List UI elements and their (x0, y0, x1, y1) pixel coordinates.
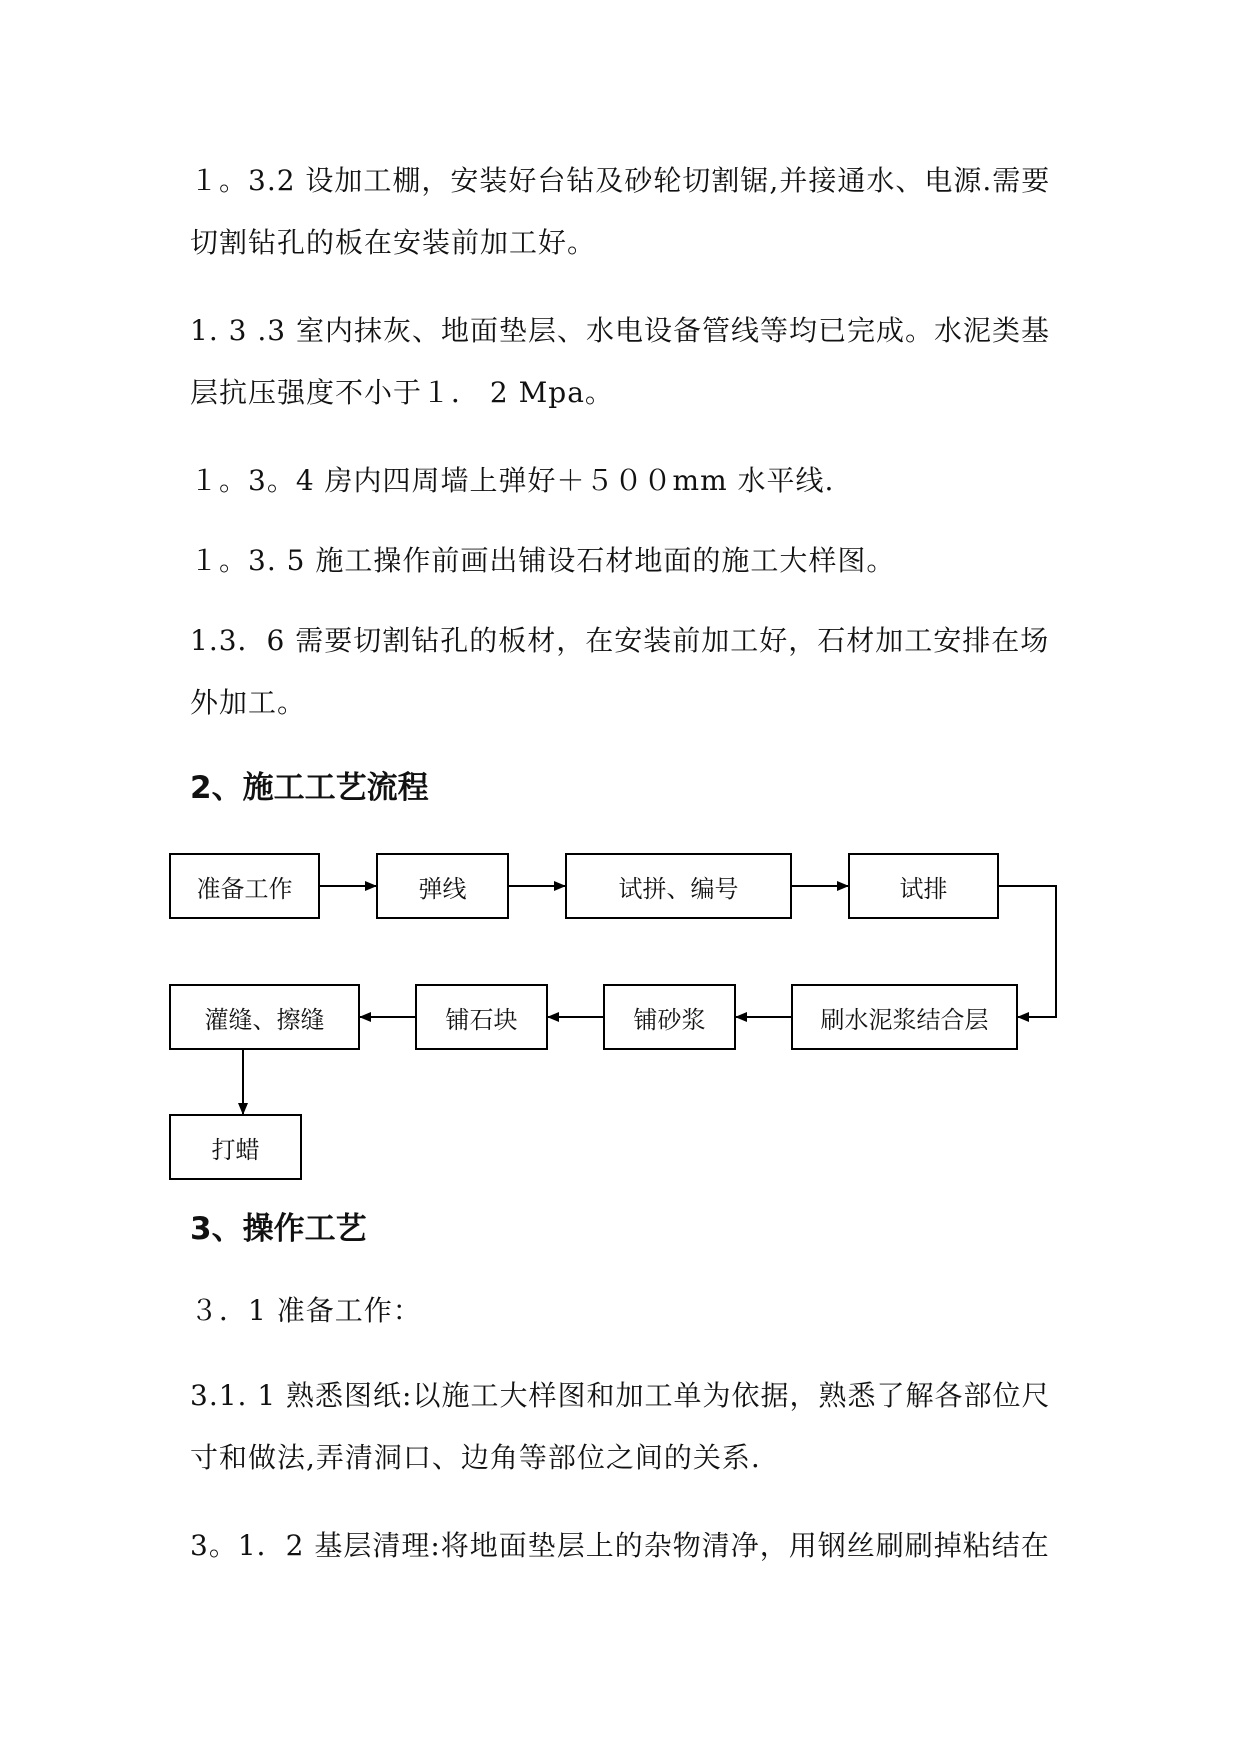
step-wax-label: 打蜡 (211, 1135, 260, 1164)
step-stone (415, 984, 548, 1050)
step-snap-line-label: 弹线 (418, 874, 467, 903)
step-stone-label: 铺石块 (445, 1005, 518, 1034)
step-trial-assembly (565, 853, 792, 919)
paragraph-1-3-3: 1. 3 .3 室内抹灰、地面垫层、水电设备管线等均已完成。水泥类基层抗压强度不小于１． 2 Mpa。 (190, 314, 1050, 409)
paragraph-1-3-2: １。3.2 设加工棚，安装好台钻及砂轮切割锯,并接通水、电源.需要切割钻孔的板在安装前加工好。 (190, 164, 1051, 259)
paragraph-3-1-2: 3。1．2 基层清理:将地面垫层上的杂物清净，用钢丝刷刷掉粘结在 (190, 1529, 1050, 1562)
step-mortar-label: 铺砂浆 (633, 1005, 706, 1034)
paragraph-1-3-5: １。3. 5 施工操作前画出铺设石材地面的施工大样图。 (190, 544, 896, 577)
paragraph-1-3-6: 1.3．6 需要切割钻孔的板材，在安装前加工好，石材加工安排在场外加工。 (190, 624, 1050, 719)
paragraph-3-1: ３．1 准备工作： (190, 1294, 422, 1327)
step-trial-layout-label: 试排 (899, 874, 948, 903)
heading-process-flow: 2、施工工艺流程 (190, 770, 429, 806)
step-cement-slurry (791, 984, 1018, 1050)
step-cement-slurry-label: 刷水泥浆结合层 (820, 1005, 989, 1034)
step-trial-assembly-label: 试拼、编号 (618, 874, 739, 903)
paragraph-1-3-4: １。3。4 房内四周墙上弹好＋５００mm 水平线. (190, 464, 835, 497)
heading-operation: 3、操作工艺 (190, 1211, 367, 1247)
step-trial-layout (848, 853, 999, 919)
step-prepare-label: 准备工作 (196, 874, 293, 903)
step-snap-line (376, 853, 509, 919)
paragraph-3-1-1: 3.1. 1 熟悉图纸:以施工大样图和加工单为依据，熟悉了解各部位尺寸和做法,弄清洞口、边角等部位之间的关系. (190, 1379, 1051, 1474)
step-prepare (169, 853, 320, 919)
step-mortar (603, 984, 736, 1050)
step-grout-label: 灌缝、擦缝 (204, 1005, 325, 1034)
step-wax (169, 1114, 302, 1180)
step-grout (169, 984, 360, 1050)
